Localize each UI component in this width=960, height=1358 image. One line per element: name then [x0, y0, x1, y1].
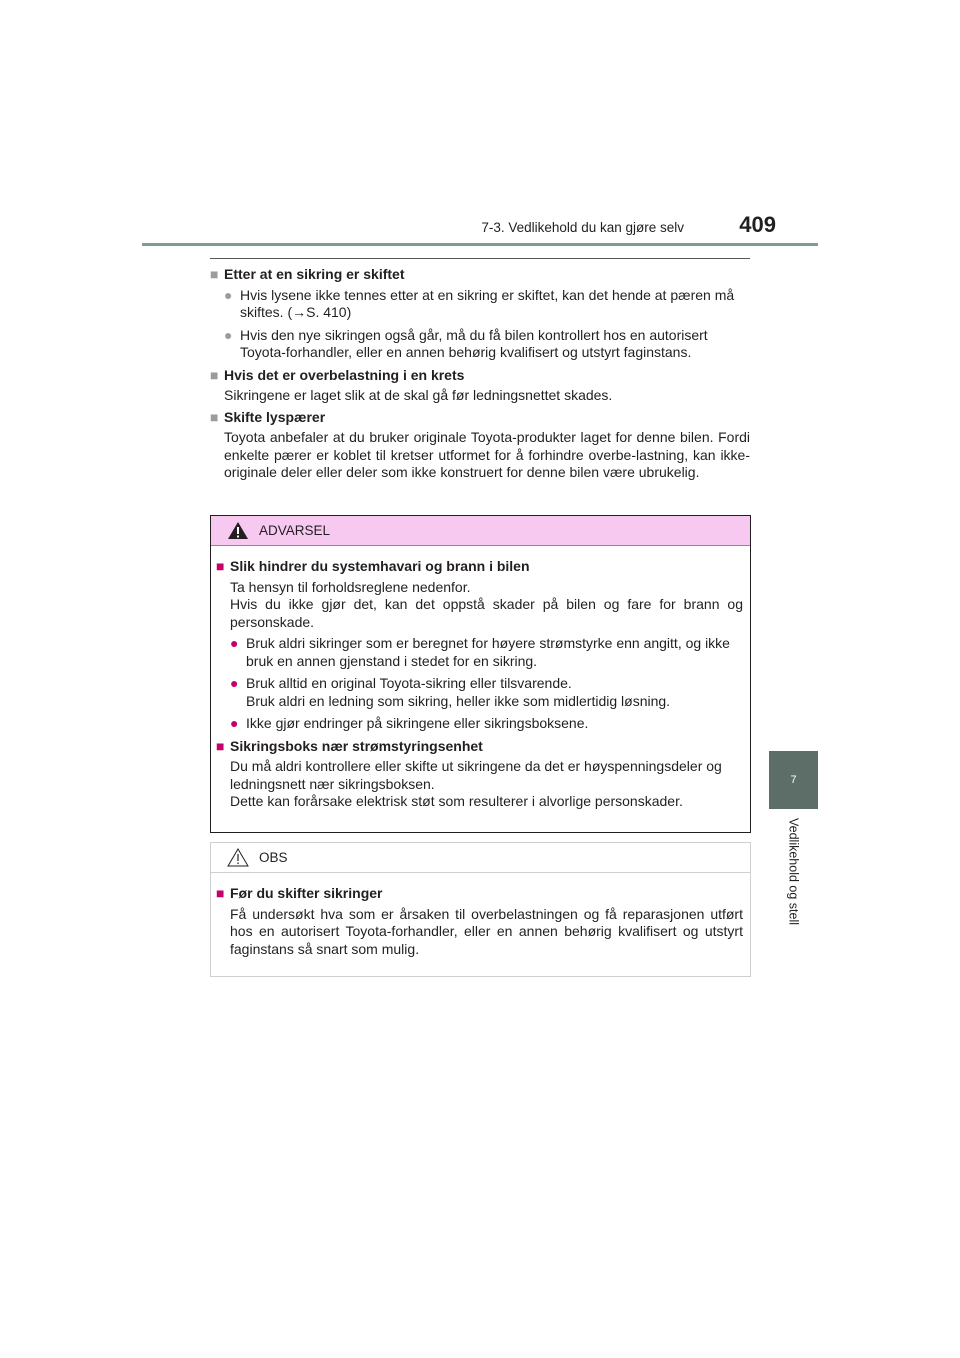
paragraph: Få undersøkt hva som er årsaken til overbelastningen og få reparasjonen utført hos en autorisert Toyota-forhandler, eller en annen behørig kvalifisert og utstyrt faginstans så snart som mulig.: [230, 905, 743, 957]
notice-body: [211, 873, 750, 958]
section-heading: [210, 266, 750, 284]
content-rule: [210, 258, 750, 259]
heading-text: Hvis det er overbelastning i en krets: [224, 366, 465, 383]
heading-text: Slik hindrer du systemhavari og brann i bilen: [230, 558, 530, 574]
header-rule: [142, 243, 818, 246]
chapter-label-text: Vedlikehold og stell: [786, 818, 801, 926]
square-bullet-icon: ■: [210, 366, 219, 383]
square-bullet-icon: ■: [216, 737, 225, 754]
notice-box: [210, 842, 751, 977]
heading-text: Sikringsboks nær strømstyringsenhet: [230, 737, 483, 754]
chapter-tab: 7: [769, 751, 818, 809]
circle-bullet-icon: ●: [224, 286, 233, 303]
list-item-text: Hvis lysene ikke tennes etter at en sikring er skiftet, kan det hende at pæren må skiftes. (→S. 410): [240, 286, 735, 320]
list-item-line: Bruk alltid en original Toyota-sikring eller tilsvarende.: [246, 675, 572, 691]
square-bullet-icon: ■: [216, 885, 225, 901]
section-heading: [210, 367, 750, 385]
paragraph: Ta hensyn til forholdsreglene nedenfor.: [230, 578, 471, 595]
list-item-text: Hvis den nye sikringen også går, må du få bilen kontrollert hos en autorisert Toyota-forhandler, eller en annen behørig kvalifisert og utstyrt faginstans.: [240, 326, 708, 360]
warning-heading: [216, 558, 743, 576]
square-bullet-icon: ■: [210, 408, 219, 425]
paragraph: Dette kan forårsake elektrisk støt som resulterer i alvorlige personskader.: [230, 793, 683, 809]
notice-heading: [216, 885, 743, 903]
heading-text: Før du skifter sikringer: [230, 885, 383, 901]
circle-bullet-icon: ●: [230, 715, 239, 731]
warning-box: [210, 515, 751, 833]
warning-triangle-icon: [227, 521, 249, 540]
warning-body: [211, 546, 750, 811]
square-bullet-icon: ■: [216, 558, 225, 574]
list-item: [210, 287, 750, 322]
chapter-label: [769, 818, 818, 968]
caution-triangle-icon: [227, 848, 249, 867]
paragraph: Sikringene er laget slik at de skal gå før ledningsnettet skades.: [224, 387, 613, 403]
paragraph: Toyota anbefaler at du bruker originale Toyota-produkter laget for denne bilen. Fordi enkelte pærer er koblet til kretser utformet for å forhindre overbe-lastning, kan ikke-originale deler eller deler som ikke konstruert for denne bilen være ubrukelig.: [224, 429, 750, 480]
circle-bullet-icon: ●: [230, 675, 239, 691]
heading-text: Etter at en sikring er skiftet: [224, 266, 405, 282]
list-item-line: Bruk aldri en ledning som sikring, heller ikke som midlertidig løsning.: [246, 692, 671, 709]
page-number: 409: [739, 212, 776, 237]
list-item: [216, 635, 743, 670]
warning-label: ADVARSEL: [259, 523, 331, 538]
notice-header: [211, 843, 750, 873]
main-content: [210, 266, 750, 486]
list-item: [210, 327, 750, 362]
notice-label: OBS: [259, 850, 288, 865]
circle-bullet-icon: ●: [224, 326, 233, 343]
list-item-text: Ikke gjør endringer på sikringene eller sikringsboksene.: [246, 715, 589, 731]
warning-heading: [216, 738, 743, 756]
paragraph: Du må aldri kontrollere eller skifte ut sikringene da det er høyspenningsdeler og ledningsnett nær sikringsboksen.: [230, 758, 722, 792]
section-heading: [210, 409, 750, 427]
heading-text: Skifte lyspærer: [224, 408, 326, 425]
circle-bullet-icon: ●: [230, 635, 239, 651]
list-item-text: [246, 675, 743, 710]
list-item-text: Bruk aldri sikringer som er beregnet for høyere strømstyrke enn angitt, og ikke bruk en annen gjenstand i stedet for en sikring.: [246, 635, 730, 669]
square-bullet-icon: ■: [210, 266, 219, 282]
paragraph: Hvis du ikke gjør det, kan det oppstå skader på bilen og fare for brann og personskade.: [230, 596, 743, 630]
section-header: 7-3. Vedlikehold du kan gjøre selv: [481, 220, 684, 235]
list-item: [216, 675, 743, 710]
list-item: [216, 715, 743, 733]
warning-header: [211, 516, 750, 546]
